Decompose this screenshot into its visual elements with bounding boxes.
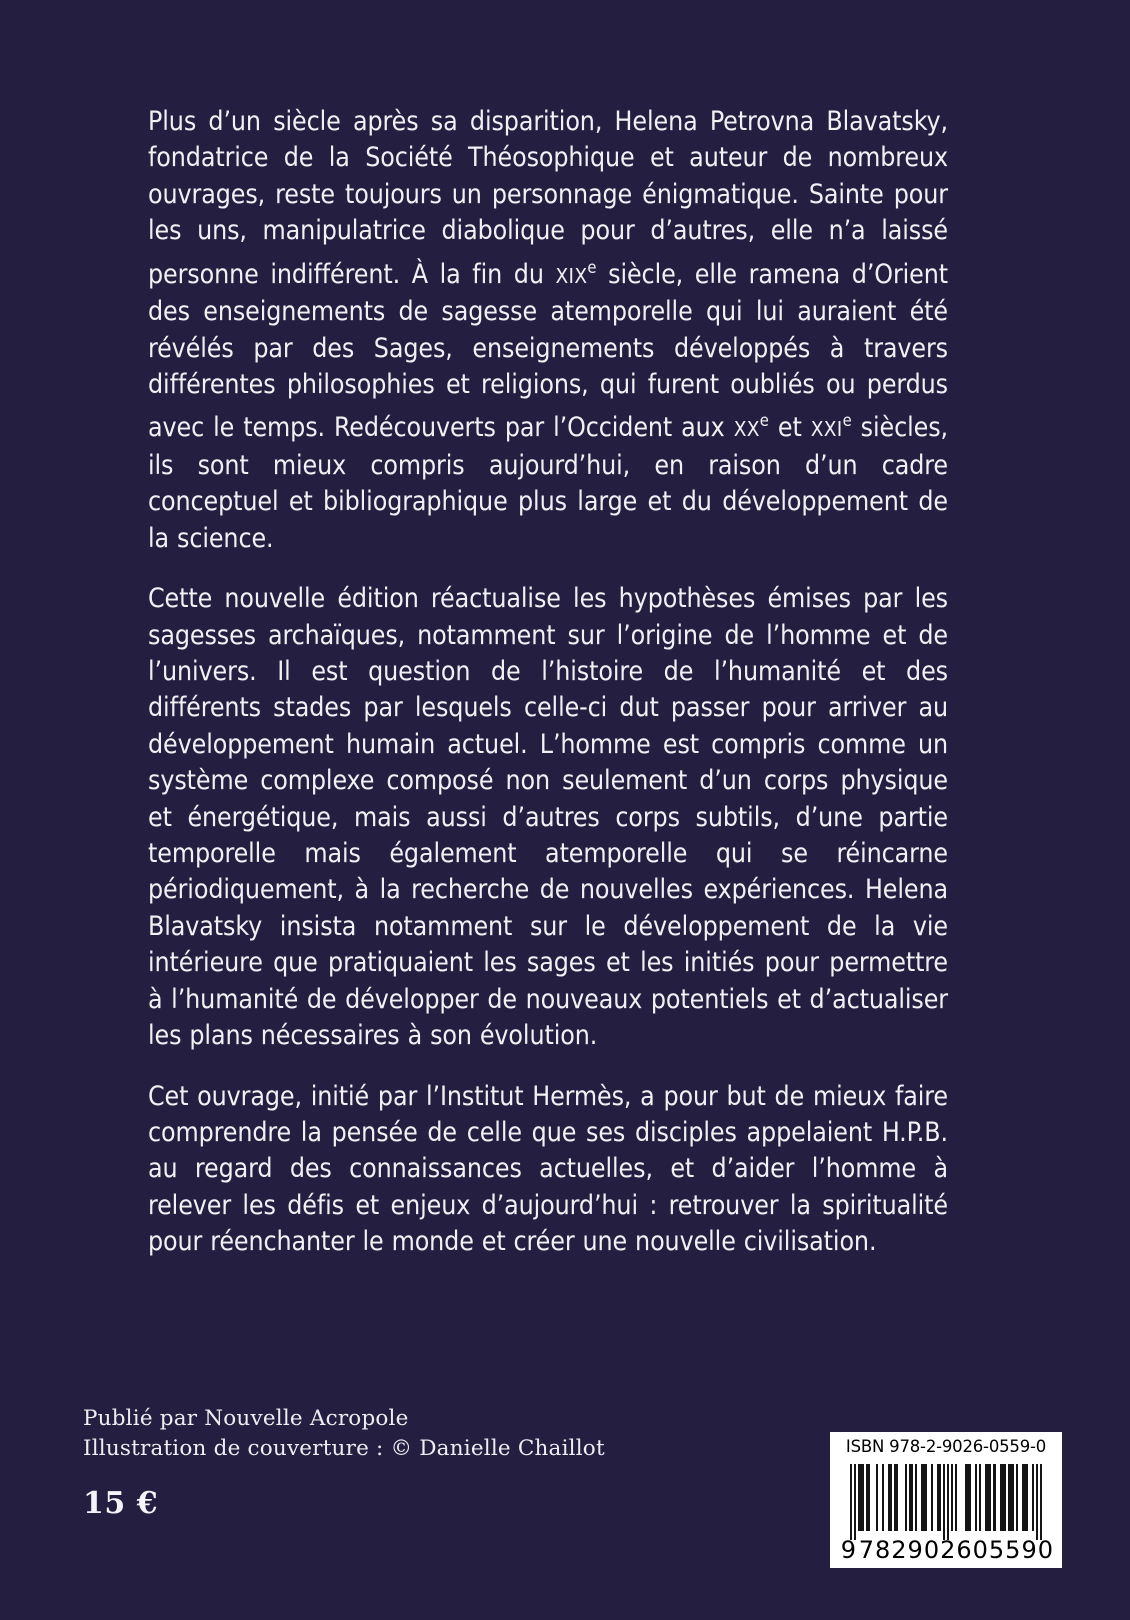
- barcode-bar: [905, 1464, 907, 1531]
- barcode-bar: [1016, 1464, 1018, 1531]
- publisher-line: Publié par Nouvelle Acropole: [83, 1406, 409, 1431]
- barcode-bar: [951, 1464, 953, 1531]
- ordinal-suffix: e: [587, 257, 597, 277]
- barcode-bar: [888, 1464, 892, 1531]
- illustration-credit-line: Illustration de couverture : © Danielle Chaillot: [83, 1436, 605, 1461]
- barcode-bar: [921, 1464, 927, 1531]
- blurb-text-block: [148, 104, 948, 1261]
- barcode-bar: [915, 1464, 917, 1531]
- barcode-bar: [858, 1464, 864, 1531]
- isbn-barcode: [830, 1432, 1062, 1568]
- barcode-bar: [882, 1464, 884, 1531]
- barcode-bar: [979, 1464, 981, 1531]
- barcode-bar: [1040, 1464, 1042, 1540]
- barcode-bar: [1032, 1464, 1034, 1531]
- barcode-bar: [1022, 1464, 1028, 1531]
- barcode-bar: [931, 1464, 933, 1531]
- century-numeral: XIX: [555, 263, 588, 288]
- price-label: 15 €: [83, 1486, 159, 1521]
- blurb-paragraph-1: Plus d’un siècle après sa disparition, Helena Petrovna Blavatsky, fondatrice de la Société Théosophique et auteur de nombreux ouvrages, reste toujours un personnage énigmatique. Sainte pour les uns, manipulatrice diabolique pour d’autres, elle n’a laissé personne indifférent. À la fin du XIXe siècle, elle ramena d’Orient des enseignements de sagesse atemporelle qui lui auraient été révélés par des Sages, enseignements développés à travers différentes philosophies et religions, qui furent oubliés ou perdus avec le temps. Redécouverts par l’Occident aux XXe et XXIe siècles, ils sont mieux compris aujourd’hui, en raison d’un cadre conceptuel et bibliographique plus large et du développement de la science.: [148, 106, 948, 554]
- barcode-bar: [894, 1464, 898, 1531]
- barcode-digits-right: 605590: [956, 1536, 1054, 1564]
- barcode-bar: [993, 1464, 995, 1531]
- ordinal-suffix: e: [842, 411, 852, 431]
- barcode-bar: [985, 1464, 991, 1531]
- barcode-bar: [955, 1464, 957, 1531]
- barcode-digits: [838, 1538, 1054, 1562]
- barcode-bar: [1000, 1464, 1006, 1531]
- blurb-paragraph-2: Cette nouvelle édition réactualise les hypothèses émises par les sagesses archaïques, notamment sur l’origine de l’homme et de l’univers. Il est question de l’histoire de l’humanité et des différents stades par lesquels celle-ci dut passer pour arriver au développement humain actuel. L’homme est compris comme un système complexe composé non seulement d’un corps physique et énergétique, mais aussi d’autres corps subtils, d’une partie temporelle mais également atemporelle qui se réincarne périodiquement, à la recherche de nouvelles expériences. Helena Blavatsky insista notamment sur le développement de la vie intérieure que pratiquaient les sages et les initiés pour permettre à l’humanité de développer de nouveaux potentiels et d’actualiser les plans nécessaires à son évolution.: [148, 583, 948, 1052]
- isbn-label: ISBN 978-2-9026-0559-0: [845, 1437, 1047, 1456]
- barcode-bar: [909, 1464, 913, 1531]
- barcode-bar: [850, 1464, 852, 1540]
- barcode-bar: [876, 1464, 878, 1531]
- barcode-bar: [965, 1464, 971, 1531]
- barcode-bar: [943, 1464, 945, 1540]
- barcode-bar: [975, 1464, 977, 1531]
- barcode-bar: [1008, 1464, 1014, 1531]
- footer-credits: [83, 1404, 605, 1464]
- barcode-bar: [1036, 1464, 1038, 1540]
- barcode-bar: [854, 1464, 856, 1540]
- barcode-digit-prefix: 9: [840, 1536, 857, 1564]
- century-numeral: XX: [733, 417, 760, 442]
- barcode-bars: [850, 1464, 1042, 1540]
- century-numeral: XXI: [810, 417, 843, 442]
- blurb-paragraph-3: Cet ouvrage, initié par l’Institut Hermès, a pour but de mieux faire comprendre la pensée de celle que ses disciples appelaient H.P.B. au regard des connaissances actuelles, et d’aider l’homme à relever les défis et enjeux d’aujourd’hui : retrouver la spiritualité pour réenchanter le monde et créer une nouvelle civilisation.: [148, 1080, 948, 1258]
- ordinal-suffix: e: [759, 411, 769, 431]
- barcode-bar: [947, 1464, 949, 1540]
- barcode-bar: [937, 1464, 941, 1531]
- barcode-bar: [866, 1464, 870, 1531]
- barcode-digits-left: 782902: [858, 1536, 957, 1564]
